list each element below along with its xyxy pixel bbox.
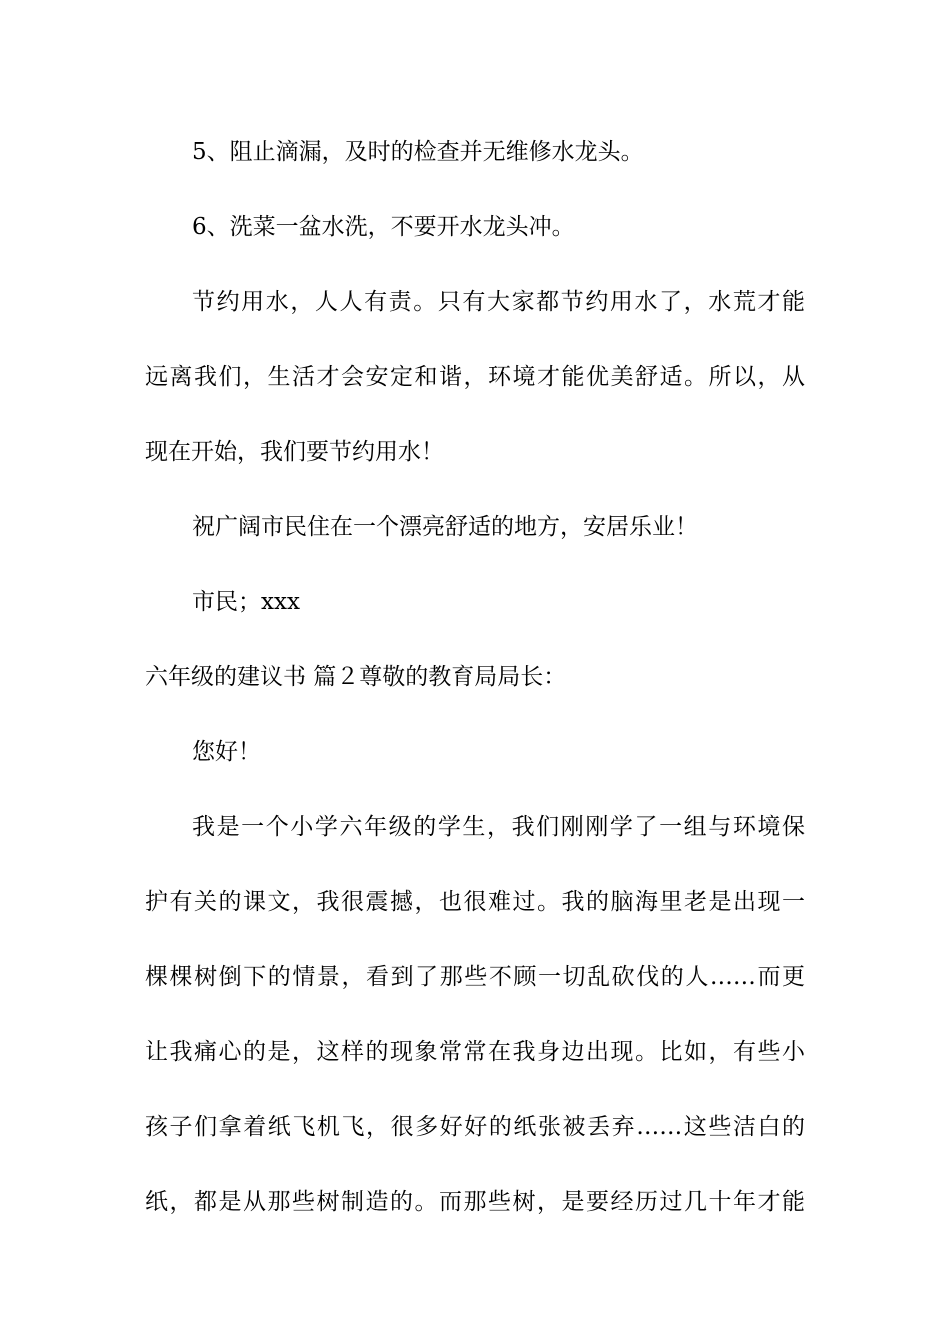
text-line-4: 远离我们，生活才会安定和谐，环境才能优美舒适。所以，从 [145, 364, 805, 390]
text-line-2: 6、洗菜一盆水洗，不要开水龙头冲。 [192, 214, 575, 240]
greeting-line: 您好！ [192, 739, 261, 765]
text-line-6: 祝广阔市民住在一个漂亮舒适的地方，安居乐业！ [192, 514, 698, 540]
text-line-10: 我是一个小学六年级的学生，我们刚刚学了一组与环境保 [192, 814, 805, 840]
text-line-13: 让我痛心的是，这样的现象常常在我身边出现。比如，有些小 [145, 1039, 805, 1065]
text-line-14: 孩子们拿着纸飞机飞，很多好好的纸张被丢弃……这些洁白的 [145, 1114, 805, 1140]
text-line-15: 纸，都是从那些树制造的。而那些树，是要经历过几十年才能 [145, 1189, 805, 1215]
text-line-5: 现在开始，我们要节约用水！ [145, 439, 444, 465]
section-heading: 六年级的建议书 篇２尊敬的教育局局长： [145, 664, 567, 690]
text-line-1: 5、阻止滴漏，及时的检查并无维修水龙头。 [192, 139, 644, 165]
text-line-11: 护有关的课文，我很震撼，也很难过。我的脑海里老是出现一 [145, 889, 805, 915]
text-line-12: 棵棵树倒下的情景，看到了那些不顾一切乱砍伐的人……而更 [145, 964, 805, 990]
text-line-3: 节约用水，人人有责。只有大家都节约用水了，水荒才能 [192, 289, 805, 315]
signature-line: 市民；xxx [192, 589, 300, 615]
